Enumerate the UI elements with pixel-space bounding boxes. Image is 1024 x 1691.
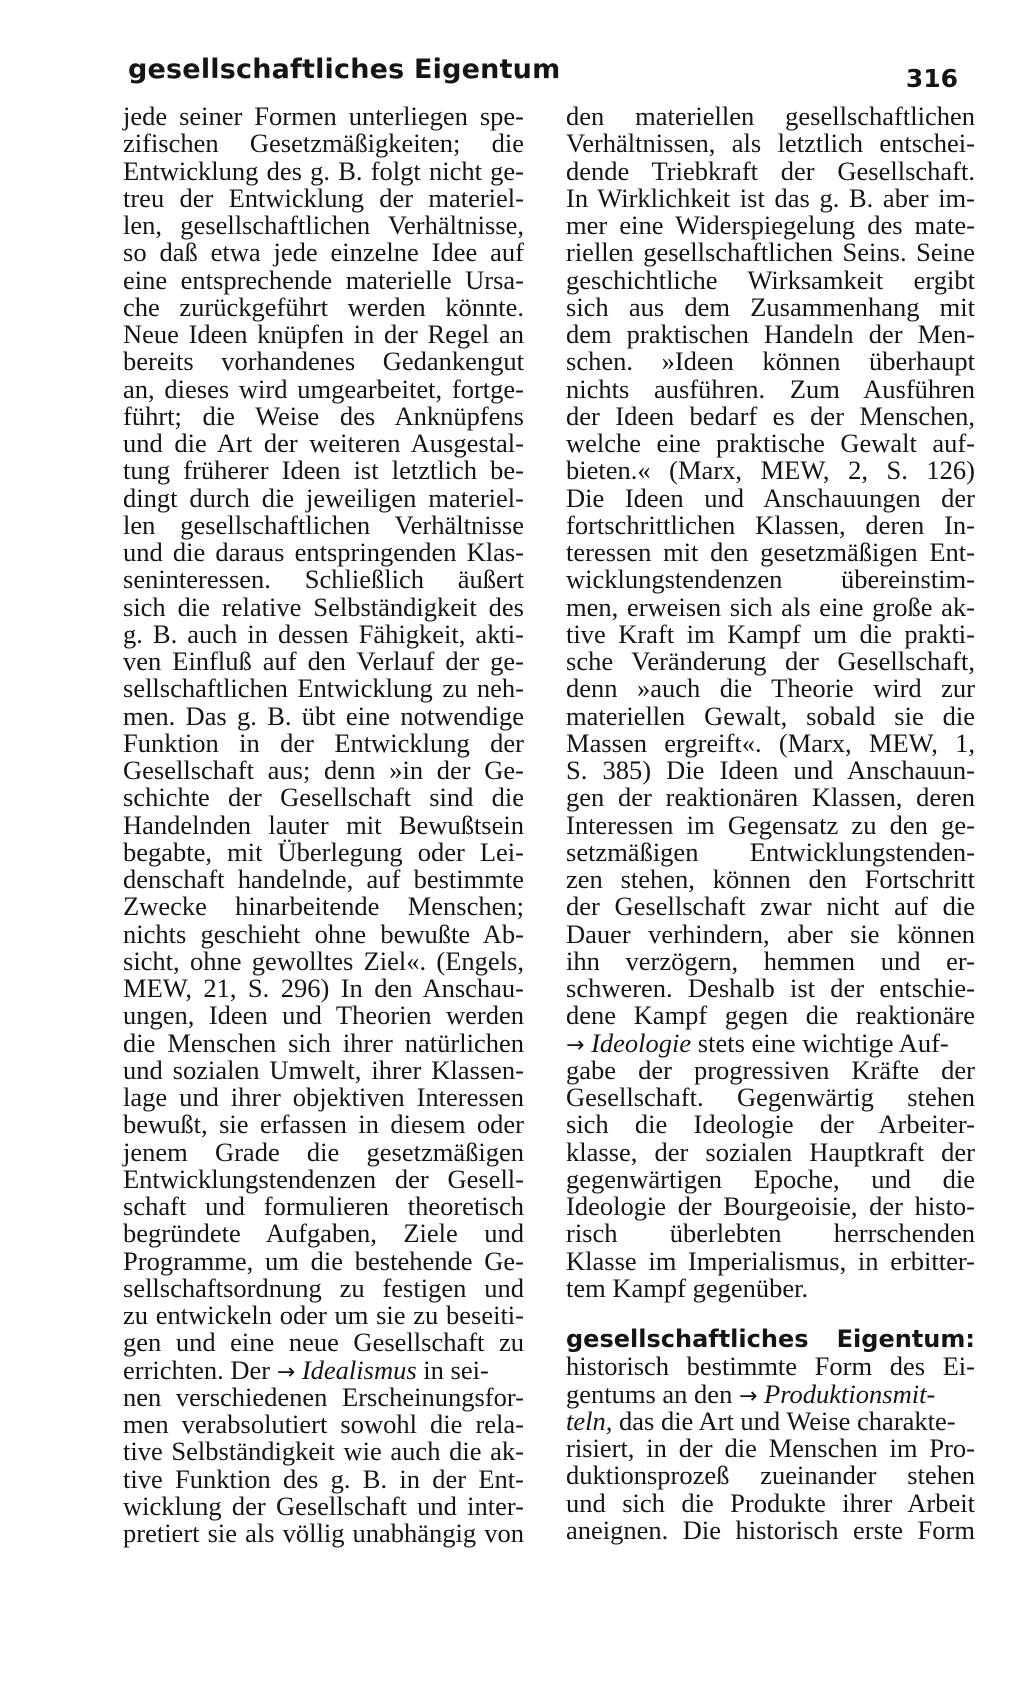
text-fragment: gentums an den [566,1378,733,1409]
text-line: nichts ausführen. Zum Ausführen [566,373,975,404]
text-line: Interessen im Gegensatz zu den ge- [566,809,975,840]
page-number: 316 [905,64,958,93]
text-line [123,1354,524,1385]
cross-reference-arrow-icon: → [566,1032,585,1058]
text-line [566,1027,975,1058]
text-line: eine entsprechende materielle Ursa- [123,264,524,295]
text-line: S. 385) Die Ideen und Anschauun- [566,755,975,785]
text-line: tem Kampf gegenüber. [566,1272,809,1303]
text-line: denschaft handelnde, auf bestimmte [123,864,524,894]
text-line: dende Triebkraft der Gesellschaft. [566,155,975,186]
text-line: den materiellen gesellschaftlichen [566,101,975,131]
text-line: denn »auch die Theorie wird zur [566,673,975,704]
text-line: ven Einfluß auf den Verlauf der ge- [123,646,524,676]
text-line: tung früherer Ideen ist letztlich be- [123,455,524,486]
text-line: Handelnden lauter mit Bewußtsein [123,809,524,840]
text-line: begründete Aufgaben, Ziele und [123,1218,524,1249]
cross-reference-arrow-icon: → [276,1359,296,1385]
text-line: Neue Ideen knüpfen in der Regel an [123,319,524,349]
text-line: tive Funktion des g. B. in der Ent- [123,1463,524,1494]
text-line: der Gesellschaft zwar nicht auf die [566,891,975,922]
text-line: historisch bestimmte Form des Ei- [566,1351,975,1382]
text-line: nichts geschieht ohne bewußte Ab- [123,918,524,949]
text-line: treu der Entwicklung der materiel- [123,182,524,213]
text-line: men verabsolutiert sowohl die rela- [123,1409,524,1439]
text-line: sellschaftlichen Entwicklung zu neh- [123,673,524,704]
text-line: Massen ergreift«. (Marx, MEW, 1, [566,727,975,758]
text-line: sich die Ideologie der Arbeiter- [566,1109,975,1140]
text-line: gegenwärtigen Epoche, und die [566,1163,975,1194]
text-line: che zurückgeführt werden könnte. [123,291,524,322]
text-line: sich die relative Selbständigkeit des [123,591,524,622]
text-line: bieten.« (Marx, MEW, 2, S. 126) [566,455,975,486]
text-line: gen und eine neue Gesellschaft zu [123,1327,524,1358]
text-fragment: in sei- [423,1354,489,1385]
text-line: bereits vorhandenes Gedankengut [123,346,524,377]
text-line: teressen mit den gesetzmäßigen Ent- [566,537,975,567]
text-line: dem praktischen Handeln der Men- [566,319,975,349]
text-line: begabte, mit Überlegung oder Lei- [123,836,524,867]
text-line: an, dieses wird umgearbeitet, fortge- [123,373,524,404]
text-line: pretiert sie als völlig unabhängig von [123,1518,524,1548]
text-line: MEW, 21, S. 296) In den Anschau- [123,973,524,1003]
text-line: und sozialen Umwelt, ihrer Klassen- [123,1054,524,1085]
text-line: jenem Grade die gesetzmäßigen [123,1136,524,1167]
text-line: g. B. auch in dessen Fähigkeit, akti- [123,618,524,649]
text-line: Gesellschaft. Gegenwärtig stehen [566,1082,975,1112]
text-line: riellen gesellschaftlichen Seins. Seine [566,237,975,268]
text-line: so daß etwa jede einzelne Idee auf [123,237,524,268]
text-line: tive Kraft im Kampf um die prakti- [566,618,975,649]
text-line: fortschrittlichen Klassen, deren In- [566,509,975,540]
text-line: wicklung der Gesellschaft und inter- [123,1490,524,1521]
text-line: und die daraus entspringenden Klas- [123,537,524,567]
text-line: Funktion in der Entwicklung der [123,727,524,758]
text-line: risch überlebten herrschenden [566,1218,975,1249]
entry-headword: gesellschaftliches Eigentum: [566,1325,975,1353]
text-line: ungen, Ideen und Theorien werden [123,1000,524,1031]
text-line: nen verschiedenen Erscheinungsfor- [123,1381,524,1412]
text-line: Verhältnissen, als letztlich entschei- [566,128,975,159]
text-line: jede seiner Formen unterliegen spe- [123,101,524,131]
cross-reference-term: Idealismus [301,1354,417,1385]
text-line: schen. »Ideen können überhaupt [566,346,975,377]
text-line: sich aus dem Zusammenhang mit [566,291,975,322]
text-line: schweren. Deshalb ist der entschie- [566,973,975,1003]
cross-reference-arrow-icon: → [738,1383,758,1409]
text-line: men. Das g. B. übt eine notwendige [123,700,524,731]
cross-reference-term: Produktionsmit- [764,1378,936,1409]
text-line: wicklungstendenzen übereinstim- [566,564,975,595]
text-line: materiellen Gewalt, sobald sie die [566,700,975,731]
text-fragment: stets eine wichtige Auf- [697,1027,949,1058]
entry-spacer [566,1302,975,1326]
text-line: Die Ideen und Anschauungen der [566,482,975,513]
text-line: der Ideen bedarf es der Menschen, [566,400,975,431]
text-line: zu entwickeln oder um sie zu beseiti- [123,1300,524,1330]
text-line: In Wirklichkeit ist das g. B. aber im- [566,182,975,213]
text-line: sche Veränderung der Gesellschaft, [566,646,975,676]
text-line: geschichtliche Wirksamkeit ergibt [566,264,975,295]
text-line [566,1378,975,1409]
text-line [566,1405,975,1436]
text-fragment: das die Art und Weise charakte- [619,1405,956,1436]
text-line: Zwecke hinarbeitende Menschen; [123,891,524,922]
text-fragment: errichten. Der [123,1354,271,1385]
text-line: schaft und formulieren theoretisch [123,1191,524,1221]
text-line: Klasse im Imperialismus, in erbitter- [566,1245,975,1276]
cross-reference-term: teln, [566,1405,613,1436]
text-line: die Menschen sich ihrer natürlichen [123,1027,524,1058]
text-line: dingt durch die jeweiligen materiel- [123,482,524,513]
text-line: Gesellschaft aus; denn »in der Ge- [123,755,524,785]
text-line: duktionsprozeß zueinander stehen [566,1460,975,1491]
text-line: tive Selbständigkeit wie auch die ak- [123,1436,524,1467]
text-line: mer eine Widerspiegelung des mate- [566,210,975,240]
text-line: len, gesellschaftlichen Verhältnisse, [123,210,524,240]
text-line: schichte der Gesellschaft sind die [123,782,524,813]
text-line: men, erweisen sich als eine große ak- [566,591,975,622]
text-line: sellschaftsordnung zu festigen und [123,1272,524,1303]
text-line: und die Art der weiteren Ausgestal- [123,428,524,458]
text-line: führt; die Weise des Anknüpfens [123,400,524,431]
text-line: len gesellschaftlichen Verhältnisse [123,509,524,540]
text-line: zen stehen, können den Fortschritt [566,864,975,894]
text-line: Dauer verhindern, aber sie können [566,918,975,949]
text-line: setzmäßigen Entwicklungstenden- [566,836,975,867]
text-line: seninteressen. Schließlich äußert [123,564,524,595]
text-line: und sich die Produkte ihrer Arbeit [566,1487,975,1518]
text-line: Ideologie der Bourgeoisie, der histo- [566,1191,975,1221]
text-line: Entwicklungstendenzen der Gesell- [123,1163,524,1194]
text-line: dene Kampf gegen die reaktionäre [566,1000,975,1031]
right-column [566,103,975,1544]
left-column [123,103,524,1547]
text-line: Programme, um die bestehende Ge- [123,1245,524,1276]
text-line: gen der reaktionären Klassen, deren [566,782,975,813]
text-line: zifischen Gesetzmäßigkeiten; die [123,128,524,159]
text-line: Entwicklung des g. B. folgt nicht ge- [123,155,524,186]
text-line: gabe der progressiven Kräfte der [566,1054,975,1085]
text-line: aneignen. Die historisch erste Form [566,1514,975,1545]
text-line: risiert, in der die Menschen im Pro- [566,1433,975,1463]
text-line: klasse, der sozialen Hauptkraft der [566,1136,975,1167]
running-head: gesellschaftliches Eigentum [128,54,561,85]
text-line: ihn verzögern, hemmen und er- [566,945,975,976]
text-line: lage und ihrer objektiven Interessen [123,1082,524,1112]
text-line: bewußt, sie erfassen in diesem oder [123,1109,524,1140]
text-line: sicht, ohne gewolltes Ziel«. (Engels, [123,945,524,976]
cross-reference-term: Ideologie [591,1027,692,1058]
text-line: welche eine praktische Gewalt auf- [566,428,975,458]
